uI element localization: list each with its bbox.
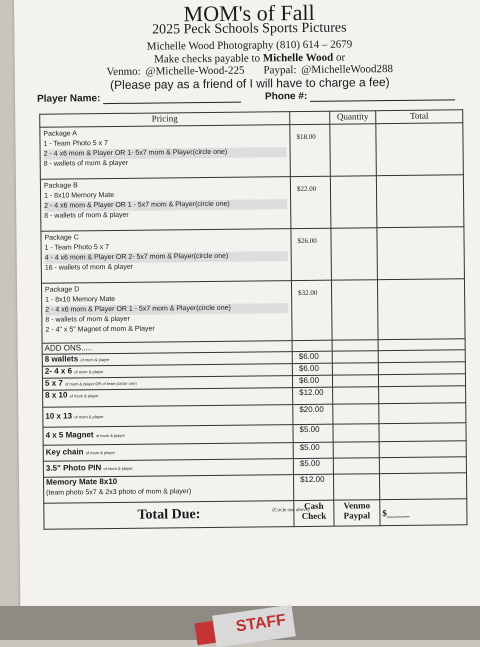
addon-row: 3.5" Photo PIN of mom & player $5.00 bbox=[43, 457, 466, 477]
addon-row: 4 x 5 Magnet of mom & player $5.00 bbox=[43, 423, 466, 445]
quantity-cell[interactable] bbox=[333, 404, 379, 424]
quantity-cell[interactable] bbox=[331, 280, 378, 340]
form-subtitle: 2025 Peck Schools Sports Pictures bbox=[152, 20, 347, 38]
staff-text: STAFF bbox=[234, 611, 288, 636]
quantity-header: Quantity bbox=[330, 111, 376, 124]
total-cell[interactable] bbox=[377, 279, 465, 340]
package-name: Package C bbox=[44, 234, 79, 242]
addon-row: Key chain of mom & player $5.00 bbox=[43, 441, 466, 461]
total-cell[interactable] bbox=[377, 227, 465, 280]
package-row: Package C 1 - Team Photo 5 x 7 4 - 4 x6 mom & Player OR 2- 5x7 mom & Player(circle one) 16 - wallets of mom & player $26.00 bbox=[41, 227, 465, 283]
total-header: Total bbox=[376, 110, 463, 124]
total-cell[interactable] bbox=[379, 386, 466, 404]
addon-item: 8 x 10 bbox=[45, 390, 68, 400]
quantity-cell[interactable] bbox=[332, 375, 378, 387]
total-cell[interactable] bbox=[378, 362, 465, 375]
addon-item: 10 x 13 bbox=[45, 411, 73, 421]
addon-item: Key chain bbox=[45, 447, 84, 457]
quantity-cell[interactable] bbox=[330, 124, 377, 176]
total-due-row bbox=[44, 499, 467, 529]
circle-note: (Circle one above) bbox=[272, 507, 310, 514]
addon-row: 2- 4 x 6 of mom & player $6.00 bbox=[42, 362, 465, 378]
addon-price: $20.00 bbox=[293, 404, 333, 424]
addon-price: $5.00 bbox=[293, 458, 333, 474]
photographer-line: Michelle Wood Photography (810) 614 – 2679 bbox=[146, 38, 353, 53]
addon-item: Memory Mate 8x10 bbox=[46, 476, 118, 487]
quantity-cell[interactable] bbox=[333, 424, 379, 442]
total-cell[interactable] bbox=[379, 473, 466, 500]
package-price: $26.00 bbox=[291, 228, 332, 280]
addon-item: 2- 4 x 6 bbox=[44, 366, 73, 376]
player-name-field[interactable]: Player Name: bbox=[37, 92, 241, 105]
paypal-handle: Paypal: @MichelleWood288 bbox=[263, 63, 394, 77]
total-cell[interactable] bbox=[376, 175, 464, 228]
addons-title: ADD ONS..... bbox=[42, 341, 292, 355]
addon-price: $5.00 bbox=[293, 424, 333, 442]
price-column-header bbox=[290, 111, 330, 124]
package-name: Package D bbox=[45, 286, 80, 294]
quantity-cell[interactable] bbox=[333, 474, 379, 500]
checks-line: Make checks payable to Michelle Wood or bbox=[154, 51, 346, 66]
quantity-cell[interactable] bbox=[332, 351, 378, 363]
package-price: $32.00 bbox=[291, 280, 332, 340]
addon-item: 4 x 5 Magnet bbox=[45, 430, 94, 440]
quantity-cell[interactable] bbox=[333, 442, 379, 458]
quantity-cell[interactable] bbox=[333, 458, 379, 474]
total-cell[interactable] bbox=[379, 457, 466, 474]
package-row: Package B 1 - 8x10 Memory Mate 2 - 4 x6 mom & Player OR 1 - 5x7 mom & Player(circle one) 8 - wallets of mom & player $22.00 bbox=[40, 175, 464, 231]
addon-price: $5.00 bbox=[293, 442, 333, 458]
package-row: Package A 1 - Team Photo 5 x 7 2 - 4 x6 mom & Player OR 1- 5x7 mom & Player(circle one) 8 - wallets of mom & player $18.00 bbox=[40, 123, 464, 179]
total-due-label: Total Due: bbox=[44, 501, 294, 530]
pricing-header: Pricing bbox=[40, 112, 290, 128]
pricing-table bbox=[39, 109, 467, 529]
order-form-sheet bbox=[14, 0, 480, 622]
total-cell[interactable] bbox=[378, 350, 465, 363]
addon-price: $6.00 bbox=[292, 351, 332, 363]
addon-row: 8 x 10 of mom & player $12.00 bbox=[43, 386, 466, 407]
package-name: Package B bbox=[43, 182, 78, 190]
addon-price: $6.00 bbox=[292, 375, 332, 387]
quantity-cell[interactable] bbox=[330, 176, 377, 228]
quantity-cell[interactable] bbox=[333, 387, 379, 404]
package-row: Package D 1 - 8x10 Memory Mate 2 - 4 x6 mom & Player OR 1 - 5x7 mom & Player(circle one) 8 - wallets of mom & player 2 - 4" x 5" Magnet of mom & Player $32.00 bbox=[41, 279, 465, 343]
package-price: $18.00 bbox=[290, 124, 331, 176]
total-cell[interactable] bbox=[379, 441, 466, 458]
quantity-cell[interactable] bbox=[331, 228, 378, 280]
addon-row: 5 x 7 of mom & player OR of team (circle one) $6.00 bbox=[42, 374, 465, 390]
checks-payee: Michelle Wood bbox=[262, 51, 334, 65]
addon-item: 5 x 7 bbox=[44, 378, 63, 388]
friend-note: (Please pay as a friend of I will have to charge a fee) bbox=[110, 75, 390, 92]
phone-field[interactable]: Phone #: bbox=[265, 89, 455, 102]
total-cell[interactable] bbox=[379, 423, 466, 442]
phone-line[interactable] bbox=[310, 90, 455, 102]
player-name-line[interactable] bbox=[103, 93, 241, 104]
addon-row: 8 wallets of mom & player $6.00 bbox=[42, 350, 465, 366]
package-price: $22.00 bbox=[290, 176, 331, 228]
addon-item: 3.5" Photo PIN bbox=[45, 463, 102, 473]
total-cell[interactable] bbox=[378, 374, 465, 387]
package-name: Package A bbox=[43, 130, 77, 138]
addon-row: Memory Mate 8x10 (team photo 5x7 & 2x3 photo of mom & player) $12.00 bbox=[43, 473, 466, 503]
addon-item: 8 wallets bbox=[44, 354, 79, 364]
total-cell[interactable] bbox=[376, 123, 464, 176]
venmo-paypal-option[interactable]: Venmo Paypal bbox=[334, 500, 380, 526]
form-title: MOM's of Fall bbox=[183, 0, 315, 27]
cash-check-option[interactable]: Cash Check bbox=[294, 500, 334, 526]
grand-total-field[interactable]: $_____ bbox=[380, 499, 467, 526]
venmo-handle: Venmo: @Michelle-Wood-225 bbox=[106, 64, 245, 79]
addon-row: 10 x 13 of mom & player $20.00 bbox=[43, 403, 466, 427]
quantity-cell[interactable] bbox=[332, 363, 378, 375]
addon-price: $12.00 bbox=[293, 387, 333, 404]
addon-price: $12.00 bbox=[293, 474, 333, 500]
total-cell[interactable] bbox=[379, 403, 466, 424]
addon-price: $6.00 bbox=[292, 363, 332, 375]
